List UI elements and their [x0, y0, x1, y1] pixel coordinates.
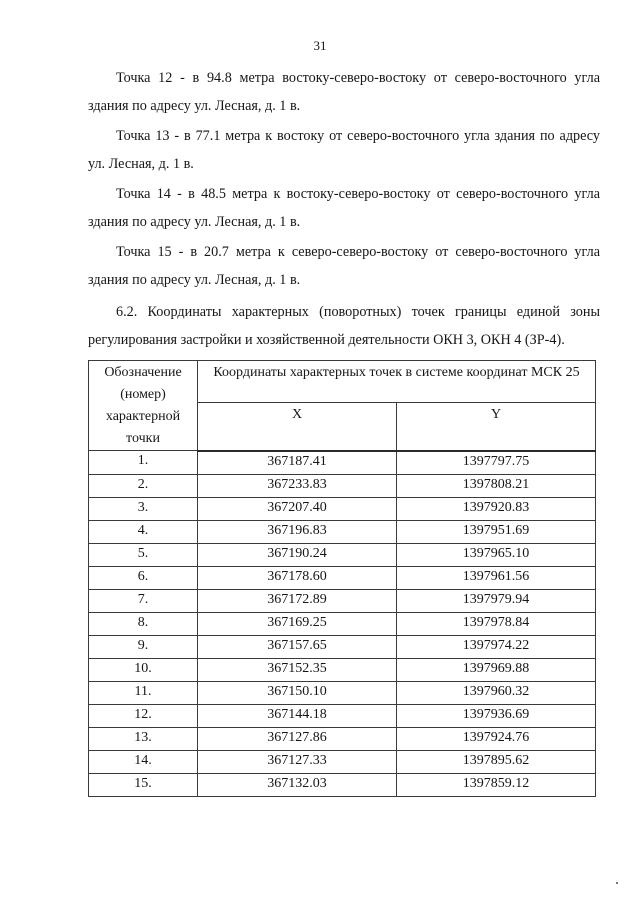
- x-coordinate-cell: 367178.60: [198, 566, 397, 589]
- point-number-cell: 3.: [89, 497, 198, 520]
- y-coordinate-cell: 1397965.10: [397, 543, 596, 566]
- paragraph-point-15: Точка 15 - в 20.7 метра к северо-северо-востоку от северо-восточного угла здания по адресу ул. Лесная, д. 1 в.: [88, 244, 600, 288]
- x-coordinate-cell: 367132.03: [198, 773, 397, 796]
- table-row: [89, 750, 596, 773]
- point-number-cell: 13.: [89, 727, 198, 750]
- x-coordinate-cell: 367152.35: [198, 658, 397, 681]
- table-row: [89, 681, 596, 704]
- section-heading-6-2: 6.2. Координаты характерных (поворотных) точек границы единой зоны регулирования застройки и хозяйственной деятельности ОКН 3, ОКН 4 (ЗР-4).: [88, 304, 600, 348]
- y-coordinate-cell: 1397960.32: [397, 681, 596, 704]
- point-number-cell: 6.: [89, 566, 198, 589]
- header-y: Y: [397, 402, 596, 451]
- x-coordinate-cell: 367127.33: [198, 750, 397, 773]
- scan-speck: [616, 882, 618, 884]
- table-row: [89, 773, 596, 796]
- x-coordinate-cell: 367157.65: [198, 635, 397, 658]
- y-coordinate-cell: 1397797.75: [397, 451, 596, 475]
- coordinates-table: [88, 360, 596, 797]
- x-coordinate-cell: 367233.83: [198, 474, 397, 497]
- table-row: [89, 704, 596, 727]
- y-coordinate-cell: 1397808.21: [397, 474, 596, 497]
- y-coordinate-cell: 1397961.56: [397, 566, 596, 589]
- x-coordinate-cell: 367172.89: [198, 589, 397, 612]
- point-number-cell: 10.: [89, 658, 198, 681]
- table-row: [89, 566, 596, 589]
- y-coordinate-cell: 1397895.62: [397, 750, 596, 773]
- table-row: [89, 520, 596, 543]
- y-coordinate-cell: 1397979.94: [397, 589, 596, 612]
- header-coordinates: Координаты характерных точек в системе координат МСК 25: [198, 361, 596, 403]
- paragraph-point-13: Точка 13 - в 77.1 метра к востоку от северо-восточного угла здания по адресу ул. Лесная, д. 1 в.: [88, 128, 600, 172]
- x-coordinate-cell: 367150.10: [198, 681, 397, 704]
- x-coordinate-cell: 367127.86: [198, 727, 397, 750]
- point-number-cell: 4.: [89, 520, 198, 543]
- table-row: [89, 543, 596, 566]
- x-coordinate-cell: 367187.41: [198, 451, 397, 475]
- paragraph-point-14: Точка 14 - в 48.5 метра к востоку-северо-востоку от северо-восточного угла здания по адресу ул. Лесная, д. 1 в.: [88, 186, 600, 230]
- point-number-cell: 11.: [89, 681, 198, 704]
- point-number-cell: 7.: [89, 589, 198, 612]
- x-coordinate-cell: 367196.83: [198, 520, 397, 543]
- table-row: [89, 635, 596, 658]
- point-number-cell: 15.: [89, 773, 198, 796]
- point-number-cell: 14.: [89, 750, 198, 773]
- point-number-cell: 8.: [89, 612, 198, 635]
- table-row: [89, 474, 596, 497]
- table-row: [89, 658, 596, 681]
- table-row: [89, 727, 596, 750]
- x-coordinate-cell: 367169.25: [198, 612, 397, 635]
- table-row: [89, 612, 596, 635]
- x-coordinate-cell: 367207.40: [198, 497, 397, 520]
- table-row: [89, 497, 596, 520]
- point-number-cell: 9.: [89, 635, 198, 658]
- y-coordinate-cell: 1397978.84: [397, 612, 596, 635]
- paragraph-point-12: Точка 12 - в 94.8 метра востоку-северо-востоку от северо-восточного угла здания по адресу ул. Лесная, д. 1 в.: [88, 70, 600, 114]
- header-point-designation: Обозначение (номер) характерной точки: [89, 361, 198, 451]
- table-row: [89, 589, 596, 612]
- page-number: 31: [313, 38, 327, 53]
- y-coordinate-cell: 1397969.88: [397, 658, 596, 681]
- y-coordinate-cell: 1397859.12: [397, 773, 596, 796]
- x-coordinate-cell: 367144.18: [198, 704, 397, 727]
- y-coordinate-cell: 1397974.22: [397, 635, 596, 658]
- point-number-cell: 1.: [89, 451, 198, 475]
- y-coordinate-cell: 1397936.69: [397, 704, 596, 727]
- y-coordinate-cell: 1397951.69: [397, 520, 596, 543]
- point-number-cell: 2.: [89, 474, 198, 497]
- header-x: X: [198, 402, 397, 451]
- point-number-cell: 5.: [89, 543, 198, 566]
- point-number-cell: 12.: [89, 704, 198, 727]
- y-coordinate-cell: 1397924.76: [397, 727, 596, 750]
- x-coordinate-cell: 367190.24: [198, 543, 397, 566]
- y-coordinate-cell: 1397920.83: [397, 497, 596, 520]
- table-row: [89, 451, 596, 475]
